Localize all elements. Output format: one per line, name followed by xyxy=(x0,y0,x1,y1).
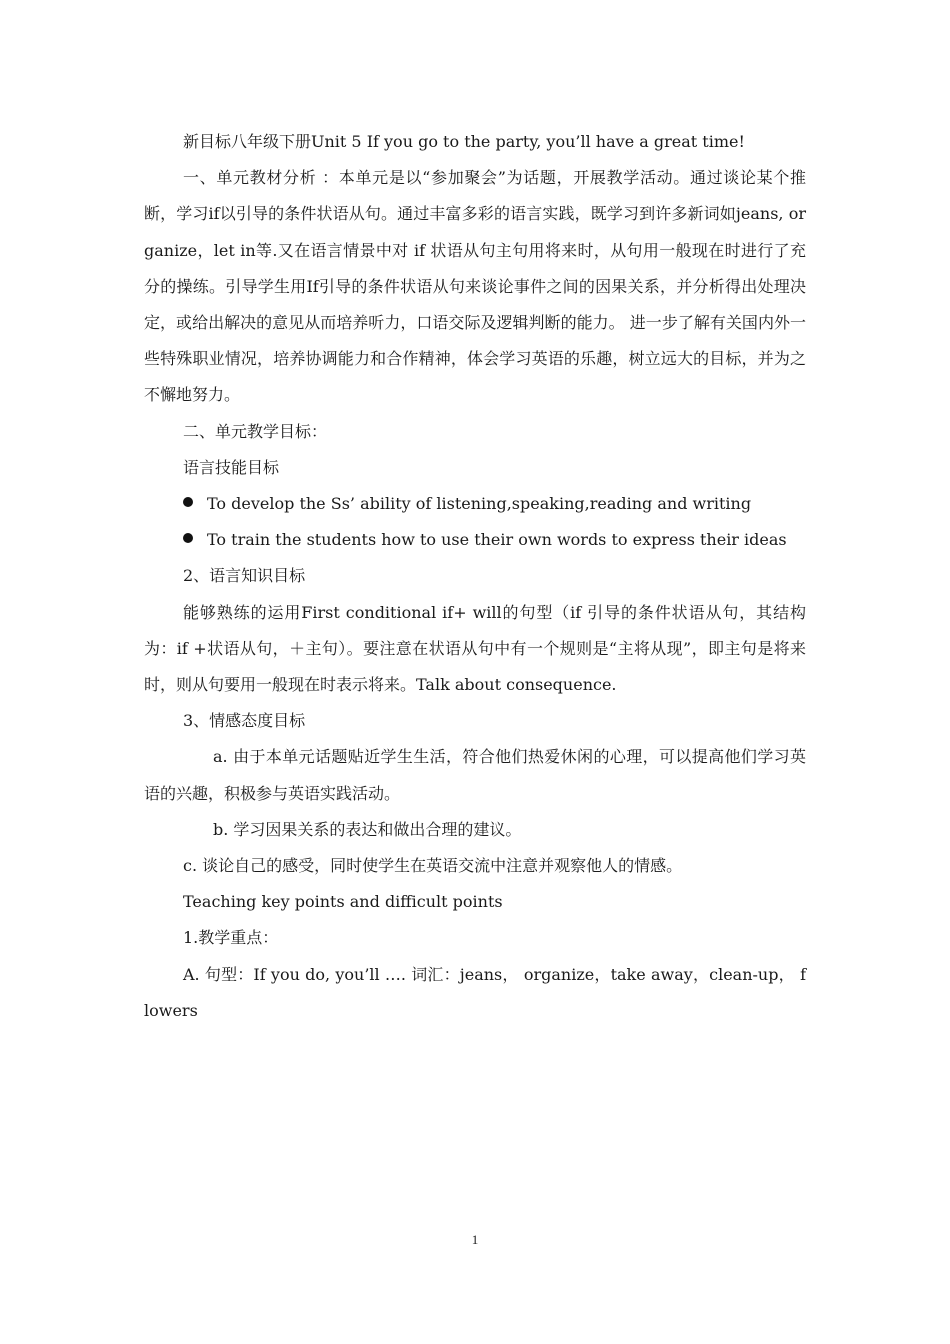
bullet-dot-icon xyxy=(183,497,193,507)
knowledge-heading: 2、语言知识目标 xyxy=(183,566,306,586)
document-body xyxy=(144,124,806,1029)
section-1-analysis: 一、单元教材分析 ：本单元是以“参加聚会”为话题，开展教学活动。通过谈论某个推断，学习if以引导的条件状语从句。通过丰富多彩的语言实践，既学习到许多新词如jeans, organize，let in等.又在语言情景中对 if 状语从句主句用将来时，从句用一般现在时进行了充分的操练。引导学生用If引导的条件状语从句来谈论事件之间的因果关系，并分析得出处理决定，或给出解决的意见从而培养听力，口语交际及逻辑判断的能力。 进一步了解有关国内外一些特殊职业情况，培养协调能力和合作精神，体会学习英语的乐趣，树立远大的目标，并为之不懈地努力。 xyxy=(144,168,806,405)
attitude-item-c: c. 谈论自己的感受，同时使学生在英语交流中注意并观察他人的情感。 xyxy=(183,856,683,876)
skills-heading: 语言技能目标 xyxy=(183,457,280,477)
key-point-a: A. 句型：If you do, you’ll …. 词汇：jeans， organize，take away，clean-up， flowers xyxy=(144,964,806,1020)
key-point-1-heading: 1.教学重点： xyxy=(183,928,279,948)
attitude-item-a: a. 由于本单元话题贴近学生生活，符合他们热爱休闲的心理，可以提高他们学习英语的兴趣，积极参与英语实践活动。 xyxy=(144,747,806,803)
bullet-item-1-text: To develop the Ss’ ability of listening,speaking,reading and writing xyxy=(207,494,752,514)
knowledge-text: 能够熟练的运用First conditional if+ will的句型（if 引导的条件状语从句，其结构为：if +状语从句，＋主句）。要注意在状语从句中有一个规则是“主将从现”，即主句是将来时，则从句要用一般现在时表示将来。Talk about consequence. xyxy=(144,602,806,695)
bullet-item-2-text: To train the students how to use their own words to express their ideas xyxy=(207,530,787,550)
attitude-heading: 3、情感态度目标 xyxy=(183,711,306,731)
section-2-heading: 二、单元教学目标： xyxy=(183,421,328,441)
key-points-heading: Teaching key points and difficult points xyxy=(183,892,503,912)
document-title: 新目标八年级下册Unit 5 If you go to the party, you’ll have a great time! xyxy=(183,132,745,151)
page-number: 1 xyxy=(471,1232,479,1247)
bullet-item-2 xyxy=(144,522,806,558)
bullet-dot-icon xyxy=(183,533,193,543)
bullet-item-1 xyxy=(144,486,806,522)
attitude-item-b: b. 学习因果关系的表达和做出合理的建议。 xyxy=(213,819,522,839)
